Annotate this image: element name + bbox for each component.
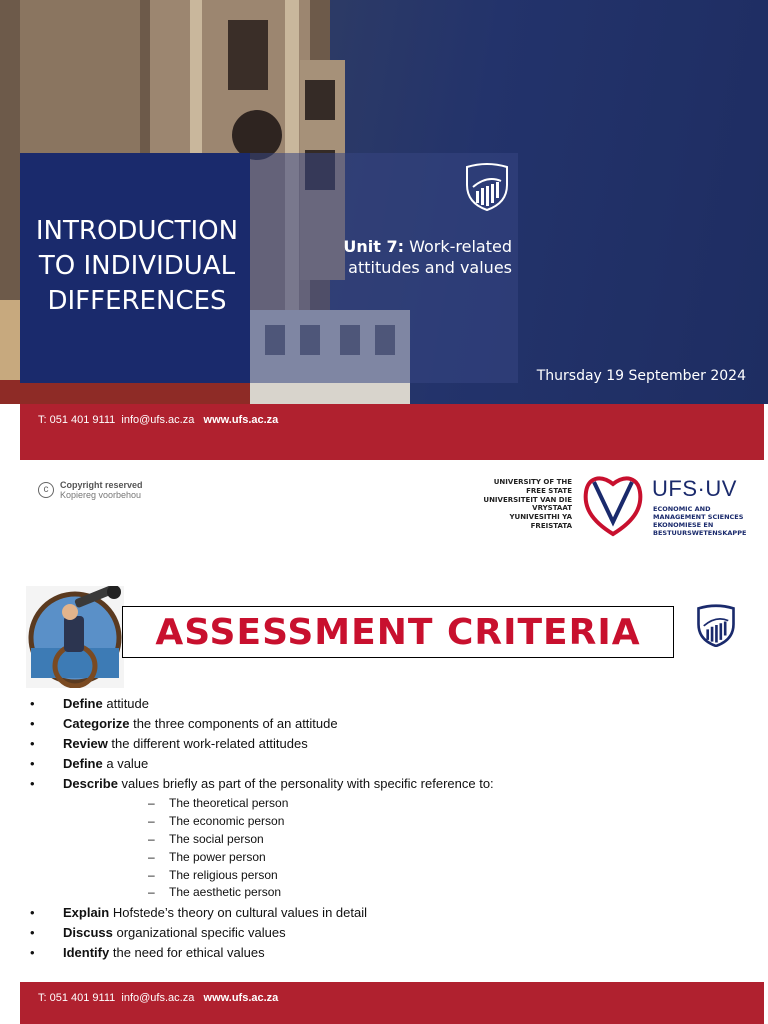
unit-title: Work-related attitudes and values	[348, 237, 512, 277]
faculty-name	[653, 505, 746, 537]
presentation-title: INTRODUCTION TO INDIVIDUAL DIFFERENCES	[35, 216, 239, 316]
copyright-af: Kopiereg voorbehou	[60, 490, 142, 500]
copyright-icon: c	[38, 482, 54, 498]
faculty-line: EKONOMIESE EN	[653, 521, 714, 529]
university-line: YUNIVESITHI YA	[509, 513, 572, 522]
university-line: FREISTATA	[530, 521, 572, 530]
slide-title: ASSESSMENT CRITERIA	[155, 612, 641, 653]
contact-info	[38, 992, 278, 1004]
ufs-heart-logo	[582, 472, 644, 538]
university-line: UNIVERSITEIT VAN DIE	[483, 495, 572, 504]
contact-email: info@ufs.ac.za	[121, 414, 195, 426]
university-line: UNIVERSITY OF THE	[493, 478, 572, 486]
university-name	[462, 478, 572, 531]
contact-web: www.ufs.ac.za	[203, 414, 279, 426]
faculty-line: MANAGEMENT SCIENCES	[653, 513, 744, 521]
unit-heading	[310, 236, 512, 278]
contact-info	[38, 414, 278, 426]
faculty-line: ECONOMIC AND	[653, 505, 711, 513]
university-line: VRYSTAAT	[532, 504, 572, 513]
contact-phone: T: 051 401 9111	[38, 992, 116, 1004]
ufs-shield-icon	[695, 603, 737, 647]
copyright-en: Copyright reserved	[60, 480, 143, 490]
telescope-man-illustration	[26, 586, 124, 688]
contact-phone: T: 051 401 9111	[38, 414, 116, 426]
presentation-date: Thursday 19 September 2024	[536, 368, 746, 384]
unit-label: Unit 7:	[343, 237, 405, 256]
ufs-shield-icon	[463, 161, 511, 211]
ufs-wordmark: UFS·UV	[652, 476, 737, 501]
faculty-line: BESTUURSWETENSKAPPE	[653, 529, 747, 537]
contact-bar	[20, 404, 764, 460]
contact-email: info@ufs.ac.za	[121, 992, 195, 1004]
university-line: FREE STATE	[526, 486, 572, 495]
contact-web: www.ufs.ac.za	[203, 992, 279, 1004]
